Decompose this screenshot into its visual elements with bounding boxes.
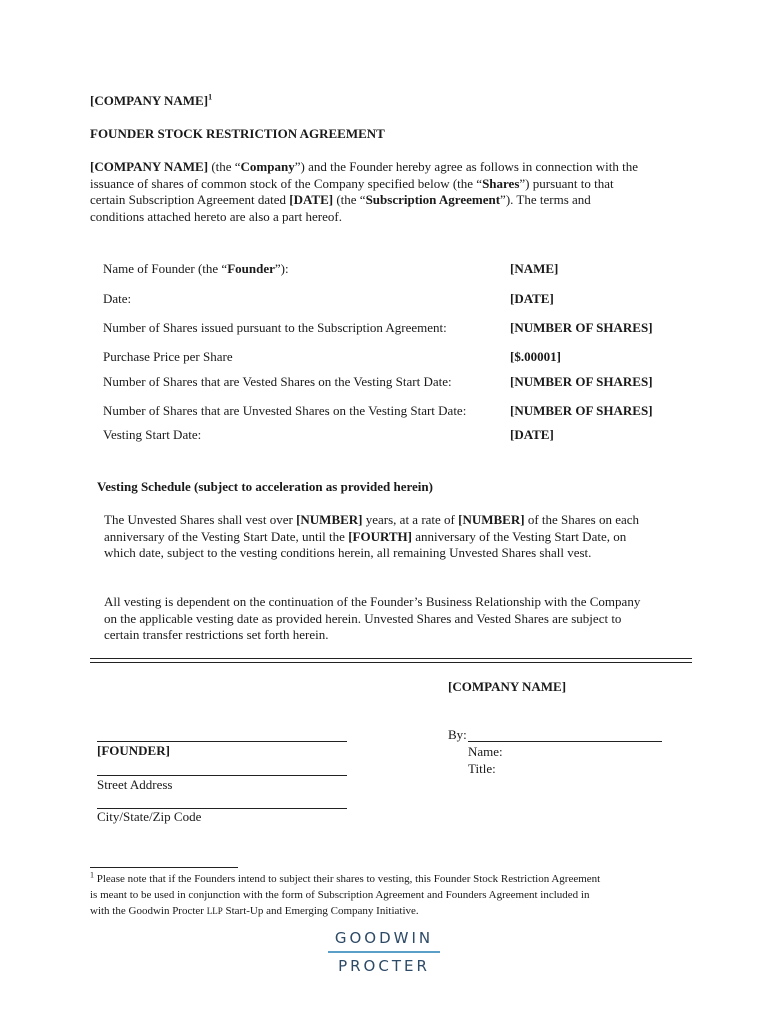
footnote: $^1$ Please note that if the Founders intend to subject their shares to vesting, this Founder Stock Restriction Agreement is meant to be used in conjunction with the form of Subscription Agreement and Founders Agreement included in with the Goodwin Procter LLP Start-Up and Emerging Company Initiative. (90, 870, 601, 917)
logo-line-1: GOODWIN (334, 929, 434, 947)
intro-paragraph: [COMPANY NAME] (the “Company”) and the Founder hereby agree as follows in connection with the issuance of shares of common stock of the Company specified below (the “Shares”) pursuant to that certain Subscription Agreement dated [DATE] (the “Subscription Agreement”). The terms and conditions attached hereto are also a part hereof. (90, 159, 639, 224)
vesting-start-value: [DATE] (510, 427, 554, 442)
divider-rule-bottom (90, 662, 692, 663)
vesting-paragraph-2: All vesting is dependent on the continuation of the Founder’s Business Relationship with the Company on the applicable vesting date as provided herein. Unvested Shares and Vested Shares are subject to certain transfer restrictions set forth herein. (104, 594, 641, 642)
purchase-price-label: Purchase Price per Share (103, 349, 233, 364)
vesting-schedule-heading: Vesting Schedule (subject to acceleration as provided herein) (97, 479, 433, 494)
founder-signature-line[interactable] (97, 741, 347, 742)
purchase-price-value: [$.00001] (510, 349, 561, 364)
date-value: [DATE] (510, 291, 554, 306)
vested-shares-value: [NUMBER OF SHARES] (510, 374, 653, 389)
founder-name-label: Name of Founder (the “Founder”): (103, 261, 289, 276)
signature-by-line[interactable] (468, 741, 662, 742)
vesting-start-label: Vesting Start Date: (103, 427, 202, 442)
signature-by-label: By: (448, 727, 467, 742)
street-address-label: Street Address (97, 777, 173, 792)
founder-name-placeholder: [FOUNDER] (97, 743, 170, 758)
goodwin-procter-logo (328, 929, 440, 975)
page-title: FOUNDER STOCK RESTRICTION AGREEMENT (90, 126, 385, 141)
street-address-line[interactable] (97, 775, 347, 776)
vesting-paragraph-1: The Unvested Shares shall vest over [NUMBER] years, at a rate of [NUMBER] of the Shares on each anniversary of the Vesting Start Date, until the [FOURTH] anniversary of the Vesting Start Date, on which date, subject to the vesting conditions herein, all remaining Unvested Shares shall vest. (104, 512, 640, 560)
vested-shares-label: Number of Shares that are Vested Shares on the Vesting Start Date: (103, 374, 452, 389)
shares-issued-value: [NUMBER OF SHARES] (510, 320, 653, 335)
logo-accent-bar (328, 951, 440, 953)
logo-line-2: PROCTER (338, 957, 430, 975)
company-name-heading: [COMPANY NAME]$^1$ (90, 92, 213, 108)
founder-name-value: [NAME] (510, 261, 559, 276)
signature-company-name: [COMPANY NAME] (448, 679, 567, 694)
divider-rule-top (90, 658, 692, 659)
signature-name-label: Name: (468, 744, 503, 759)
footnote-separator (90, 867, 238, 868)
city-state-zip-label: City/State/Zip Code (97, 809, 202, 824)
footnote-marker: 1 (208, 92, 213, 102)
shares-issued-label: Number of Shares issued pursuant to the Subscription Agreement: (103, 320, 447, 335)
date-label: Date: (103, 291, 132, 306)
signature-title-label: Title: (468, 761, 496, 776)
unvested-shares-value: [NUMBER OF SHARES] (510, 403, 653, 418)
unvested-shares-label: Number of Shares that are Unvested Shares on the Vesting Start Date: (103, 403, 467, 418)
